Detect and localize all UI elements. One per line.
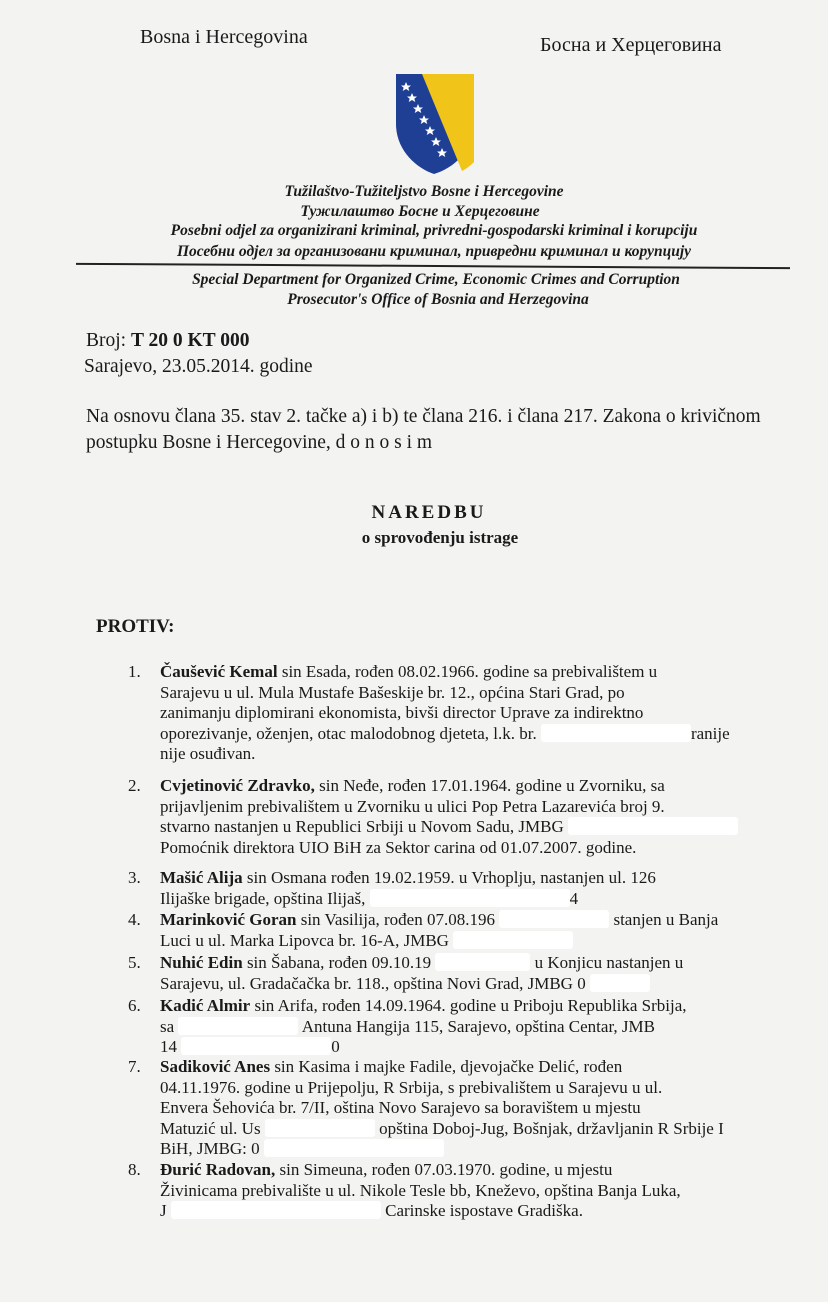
person-text: sin Neđe, rođen 17.01.1964. godine u Zvorniku, sa	[314, 776, 665, 795]
person-text: nije osuđivan.	[160, 744, 256, 763]
header-line-4: Посебни одјел за организовани криминал, привредни криминал и корупцију	[176, 243, 692, 260]
person-text: 4	[569, 888, 579, 908]
document-title: NAREDBU	[371, 502, 487, 523]
redaction-block	[541, 724, 691, 742]
header-line-3: Posebni odjel za organizirani kriminal, privredni-gospodarski kriminal i korupciju	[170, 222, 698, 239]
person-text: zanimanju diplomirani ekonomista, bivši director Uprave za indirektno	[160, 703, 644, 722]
person-text: opština Doboj-Jug, Bošnjak, državljanin R Srbije I	[379, 1118, 724, 1138]
person-text: 14	[160, 1037, 177, 1056]
person-number: 5.	[128, 953, 141, 972]
redaction-block	[435, 953, 530, 971]
redaction-block	[568, 817, 738, 835]
person-name: Đurić Radovan,	[160, 1160, 276, 1179]
person-text: sin Vasilija, rođen 07.08.196	[296, 910, 495, 929]
document-subtitle: o sprovođenju istrage	[361, 528, 519, 547]
person-text: Sarajevu u ul. Mula Mustafe Bašeskije br. 12., općina Stari Grad, po	[160, 682, 625, 702]
person-text: prijavljenim prebivalištem u Zvorniku u ulici Pop Petra Lazarevića broj 9.	[160, 796, 665, 816]
redaction-block	[181, 1037, 331, 1055]
coat-of-arms-icon	[394, 72, 476, 176]
person-text: Živinicama prebivalište u ul. Nikole Tesle bb, Kneževo, opština Banja Luka,	[160, 1180, 681, 1200]
person-text: 04.11.1976. godine u Prijepolju, R Srbija, s prebivalištem u Sarajevu u ul.	[160, 1077, 663, 1097]
person-number: 2.	[128, 776, 141, 795]
person-text: Luci u ul. Marka Lipovca br. 16-A, JMBG	[160, 930, 449, 950]
redaction-block	[264, 1139, 444, 1157]
document-date: Sarajevo, 23.05.2014. godine	[84, 356, 313, 377]
case-number-label: Broj:	[86, 330, 127, 351]
redaction-block	[590, 974, 650, 992]
person-name: Kadić Almir	[160, 996, 251, 1015]
person-text: sin Esada, rođen 08.02.1966. godine sa prebivalištem u	[277, 662, 658, 681]
redaction-block	[499, 910, 609, 928]
person-text: Ilijaške brigade, opština Ilijaš,	[160, 888, 366, 908]
person-text: J	[160, 1201, 167, 1220]
person-number: 7.	[128, 1057, 141, 1076]
case-number	[86, 330, 249, 352]
person-number: 3.	[128, 868, 141, 887]
person-text: Matuzić ul. Us	[160, 1118, 261, 1138]
person-name: Marinković Goran	[160, 910, 297, 929]
person-text: Envera Šehovića br. 7/II, oština Novo Sarajevo sa boravištem u mjestu	[160, 1098, 641, 1117]
intro-line-1: Na osnovu člana 35. stav 2. tačke a) i b) te člana 216. i člana 217. Zakona o krivičnom	[86, 406, 761, 427]
person-text: Pomoćnik direktora UIO BiH za Sektor carina od 01.07.2007. godine.	[160, 837, 637, 857]
header-divider	[76, 263, 790, 269]
protiv-heading: PROTIV:	[96, 616, 175, 637]
person-text: sin Arifa, rođen 14.09.1964. godine u Priboju Republika Srbija,	[250, 996, 687, 1015]
person-number: 1.	[128, 662, 141, 681]
person-text: sin Simeuna, rođen 07.03.1970. godine, u mjestu	[275, 1160, 613, 1179]
case-number-value: T 20 0 KT 000	[130, 330, 250, 351]
person-text: oporezivanje, oženjen, otac malodobnog djeteta, l.k. br.	[160, 723, 537, 743]
redaction-block	[370, 889, 570, 907]
header-line-1: Tužilaštvo-Tužiteljstvo Bosne i Hercegovine	[284, 183, 564, 200]
header-line-5: Special Department for Organized Crime, Economic Crimes and Corruption	[192, 271, 680, 288]
person-text: sin Osmana rođen 19.02.1959. u Vrhoplju, nastanjen ul. 126	[242, 868, 656, 887]
header-line-6: Prosecutor's Office of Bosnia and Herzegovina	[287, 291, 589, 308]
person-text: ranije	[690, 723, 730, 743]
person-text: Sarajevu, ul. Gradačačka br. 118., opština Novi Grad, JMBG 0	[160, 973, 586, 993]
person-text: 0	[331, 1037, 340, 1056]
person-text: Antuna Hangija 115, Sarajevo, opština Centar, JMB	[301, 1016, 655, 1036]
redaction-block	[178, 1017, 298, 1035]
redaction-block	[453, 931, 573, 949]
intro-line-2: postupku Bosne i Hercegovine, d o n o s i m	[86, 432, 433, 453]
country-name-cyrillic: Босна и Херцеговина	[540, 34, 722, 56]
person-number: 8.	[128, 1160, 141, 1179]
person-text: Carinske ispostave Gradiška.	[385, 1201, 583, 1220]
person-text: sin Kasima i majke Fadile, djevojačke Delić, rođen	[270, 1057, 623, 1076]
person-text: stvarno nastanjen u Republici Srbiji u Novom Sadu, JMBG	[160, 817, 564, 836]
person-name: Nuhić Edin	[160, 953, 243, 972]
person-text: sin Šabana, rođen 09.10.19	[242, 953, 432, 972]
country-name-latin: Bosna i Hercegovina	[140, 26, 308, 48]
header-line-2: Тужилаштво Босне и Херцеговине	[300, 203, 540, 220]
person-text: sa	[160, 1016, 175, 1036]
person-text: u Konjicu nastanjen u	[534, 953, 684, 972]
person-number: 4.	[128, 910, 141, 929]
person-text: stanjen u Banja	[613, 910, 719, 929]
person-name: Cvjetinović Zdravko,	[160, 776, 315, 795]
person-number: 6.	[128, 996, 141, 1015]
person-name: Sadiković Anes	[160, 1057, 271, 1076]
person-name: Čaušević Kemal	[160, 662, 278, 681]
person-text: BiH, JMBG: 0	[160, 1139, 260, 1158]
redaction-block	[265, 1119, 375, 1137]
redaction-block	[171, 1201, 381, 1219]
person-name: Mašić Alija	[160, 868, 243, 887]
